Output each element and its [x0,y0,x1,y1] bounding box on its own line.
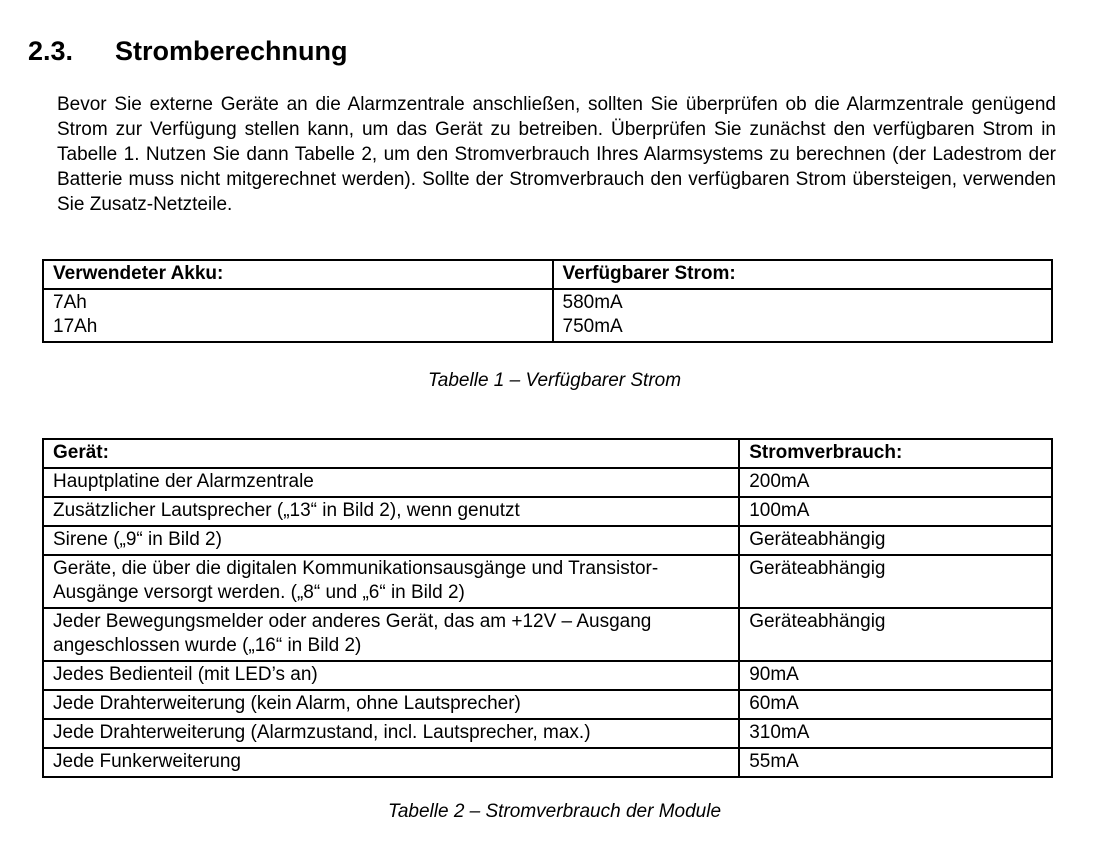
cell-geraet: Jede Drahterweiterung (kein Alarm, ohne Lautsprecher) [43,690,739,719]
cell-akku-values [43,289,553,342]
table-row [43,748,1052,777]
document-page [0,36,1109,844]
cell-geraet: Jedes Bedienteil (mit LED’s an) [43,661,739,690]
module-consumption-table [42,438,1053,778]
akku-value: 17Ah [53,316,98,337]
cell-geraet: Zusätzlicher Lautsprecher („13“ in Bild 2), wenn genutzt [43,497,739,526]
table-row [43,608,1052,661]
cell-geraet: Sirene („9“ in Bild 2) [43,526,739,555]
cell-geraet: Jede Funkerweiterung [43,748,739,777]
table2-caption: Tabelle 2 – Stromverbrauch der Module [387,801,722,822]
table-row [43,468,1052,497]
strom-value: 750mA [562,316,623,337]
cell-verbrauch: 200mA [739,468,1052,497]
table-header-row [43,260,1052,289]
table-row [43,289,1052,342]
cell-geraet: Jeder Bewegungsmelder oder anderes Gerät, das am +12V – Ausgang angeschlossen wurde („16“ in Bild 2) [43,608,739,661]
cell-verbrauch: 310mA [739,719,1052,748]
header-cell-geraet: Gerät: [43,439,739,468]
header-cell-strom: Verfügbarer Strom: [553,260,1052,289]
table-row [43,526,1052,555]
table-row [43,497,1052,526]
table-row [43,661,1052,690]
cell-verbrauch: 60mA [739,690,1052,719]
strom-value: 580mA [562,292,623,313]
cell-verbrauch: 55mA [739,748,1052,777]
akku-value: 7Ah [53,292,87,313]
available-current-table [42,259,1053,343]
table-row [43,555,1052,608]
table1-caption: Tabelle 1 – Verfügbarer Strom [427,370,682,391]
cell-verbrauch: 90mA [739,661,1052,690]
cell-verbrauch: Geräteabhängig [739,608,1052,661]
cell-verbrauch: 100mA [739,497,1052,526]
cell-strom-values [553,289,1052,342]
section-title: Stromberechnung [115,36,348,66]
table-header-row [43,439,1052,468]
header-cell-akku: Verwendeter Akku: [43,260,553,289]
table-row [43,690,1052,719]
section-number: 2.3. [28,36,74,66]
cell-geraet: Jede Drahterweiterung (Alarmzustand, incl. Lautsprecher, max.) [43,719,739,748]
header-cell-verbrauch: Stromverbrauch: [739,439,1052,468]
intro-paragraph: Bevor Sie externe Geräte an die Alarmzentrale anschließen, sollten Sie überprüfen ob die Alarmzentrale genügend Strom zur Verfügung stellen kann, um das Gerät zu betreiben. Überprüfen Sie zunächst den verfügbaren Strom in Tabelle 1. Nutzen Sie dann Tabelle 2, um den Stromverbrauch Ihres Alarmsystems zu berechnen (der Ladestrom der Batterie muss nicht mitgerechnet werden). Sollte der Stromverbrauch den verfügbaren Strom übersteigen, verwenden Sie Zusatz-Netzteile. [57,94,1056,215]
cell-geraet: Geräte, die über die digitalen Kommunikationsausgänge und Transistor-Ausgänge versorgt werden. („8“ und „6“ in Bild 2) [43,555,739,608]
table-row [43,719,1052,748]
section-heading [28,36,1109,66]
cell-verbrauch: Geräteabhängig [739,555,1052,608]
cell-verbrauch: Geräteabhängig [739,526,1052,555]
cell-geraet: Hauptplatine der Alarmzentrale [43,468,739,497]
